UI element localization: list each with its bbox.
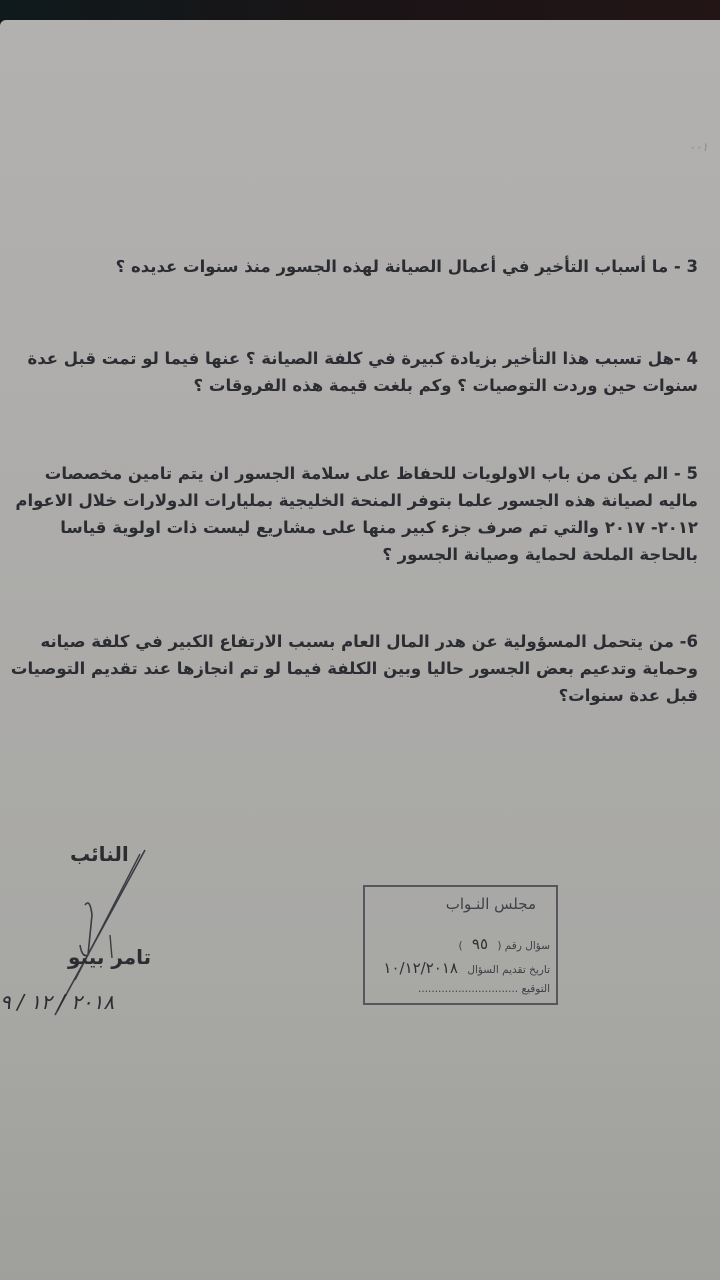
stamp-question-number: سؤال رقم ( ٩٥ ) xyxy=(458,935,550,953)
parliament-stamp xyxy=(363,885,558,1005)
question-5: 5 - الم يكن من باب الاولويات للحفاظ على سلامة الجسور ان يتم تامين مخصصات ماليه لصيانة هذه الجسور علما بتوفر المنحة الخليجية بمليارات الدولارات خلال الاعوام ٢٠١٢- ٢٠١٧ والتي تم صرف جزء كبير منها على مشاريع ليست ذات اولوية قياسا بالحاجة الملحة لحماية وصيانة الجسور ؟ xyxy=(15,464,698,564)
question-6: 6- من يتحمل المسؤولية عن هدر المال العام بسبب الارتفاع الكبير في كلفة صيانه وحماية وتدعيم بعض الجسور حاليا وبين الكلفة فيما لو تم انجازها عند تقديم التوصيات قبل عدة سنوات؟ xyxy=(10,632,698,705)
signatory-name: تامر بينو xyxy=(68,945,152,969)
stamp-submission-date: تاريخ تقديم السؤال ١٠/١٢/٢٠١٨ xyxy=(377,959,550,977)
signatory-title: النائب xyxy=(70,842,129,866)
submission-date-value: ١٠/١٢/٢٠١٨ xyxy=(383,959,458,977)
stamp-title: مجلس النـواب xyxy=(445,895,536,913)
question-4: 4 -هل تسبب هذا التأخير بزيادة كبيرة في كلفة الصيانة ؟ عنها فيما لو تمت قبل عدة سنوات حين وردت التوصيات ؟ وكم بلغت قيمة هذه الفروقات ؟ xyxy=(27,349,698,395)
stamp-signature-line: التوقيع .............................. xyxy=(418,983,550,995)
question-3: 3 - ما أسباب التأخير في أعمال الصيانة لهذه الجسور منذ سنوات عديده ؟ xyxy=(115,257,698,276)
page-mark: ٠٠١ xyxy=(688,140,708,154)
handwritten-date: ٢٠١٨ / ١٢ / ٩ xyxy=(0,990,115,1014)
question-number-value: ٩٥ xyxy=(471,935,489,953)
